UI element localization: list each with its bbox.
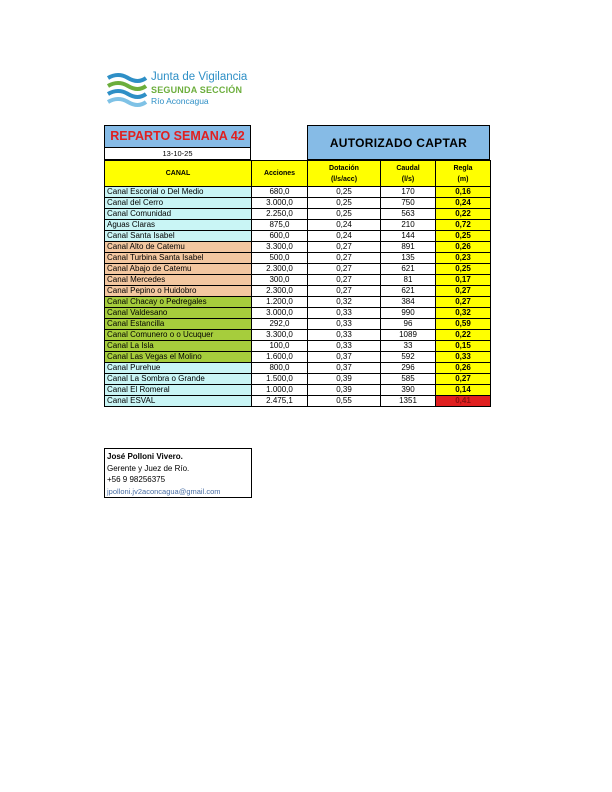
regla-cell: 0,32	[436, 308, 491, 319]
table-row	[105, 231, 491, 242]
regla-cell: 0,23	[436, 253, 491, 264]
acciones-cell: 800,0	[252, 363, 308, 374]
table-row	[105, 385, 491, 396]
logo-line-1: Junta de Vigilancia	[151, 71, 248, 83]
header-regla-unit: (m)	[457, 175, 469, 183]
canal-name-cell: Canal Chacay o Pedregales	[105, 297, 252, 308]
table-row	[105, 363, 491, 374]
regla-cell: 0,72	[436, 220, 491, 231]
table-row	[105, 374, 491, 385]
dotacion-cell: 0,39	[308, 374, 381, 385]
acciones-cell: 1.500,0	[252, 374, 308, 385]
acciones-cell: 680,0	[252, 187, 308, 198]
regla-cell: 0,33	[436, 352, 491, 363]
logo-line-2: SEGUNDA SECCIÓN	[151, 84, 243, 95]
organization-logo	[106, 70, 256, 112]
table-row	[105, 275, 491, 286]
table-row	[105, 253, 491, 264]
dotacion-cell: 0,27	[308, 286, 381, 297]
caudal-cell: 1351	[381, 396, 436, 407]
dotacion-cell: 0,33	[308, 330, 381, 341]
table-row	[105, 220, 491, 231]
dotacion-cell: 0,25	[308, 209, 381, 220]
table-row	[105, 187, 491, 198]
acciones-cell: 2.300,0	[252, 264, 308, 275]
dotacion-cell: 0,32	[308, 297, 381, 308]
regla-cell: 0,25	[436, 231, 491, 242]
caudal-cell: 135	[381, 253, 436, 264]
caudal-cell: 170	[381, 187, 436, 198]
canal-name-cell: Canal Comunidad	[105, 209, 252, 220]
caudal-cell: 621	[381, 286, 436, 297]
acciones-cell: 875,0	[252, 220, 308, 231]
dotacion-cell: 0,39	[308, 385, 381, 396]
table-row	[105, 308, 491, 319]
canal-name-cell: Canal Mercedes	[105, 275, 252, 286]
report-title: REPARTO SEMANA 42	[104, 125, 251, 148]
dotacion-cell: 0,55	[308, 396, 381, 407]
caudal-cell: 296	[381, 363, 436, 374]
signatory-phone: +56 9 98256375	[107, 475, 166, 484]
regla-cell: 0,22	[436, 330, 491, 341]
caudal-cell: 592	[381, 352, 436, 363]
table-row	[105, 286, 491, 297]
caudal-cell: 563	[381, 209, 436, 220]
dotacion-cell: 0,33	[308, 341, 381, 352]
caudal-cell: 621	[381, 264, 436, 275]
regla-cell: 0,17	[436, 275, 491, 286]
distribution-table	[104, 160, 491, 407]
regla-cell: 0,15	[436, 341, 491, 352]
signature-box	[104, 448, 252, 498]
table-row	[105, 319, 491, 330]
header-caudal	[381, 161, 436, 187]
table-row	[105, 264, 491, 275]
dotacion-cell: 0,25	[308, 187, 381, 198]
canal-name-cell: Canal Valdesano	[105, 308, 252, 319]
signatory-role: Gerente y Juez de Río.	[107, 463, 190, 473]
caudal-cell: 750	[381, 198, 436, 209]
regla-cell: 0,26	[436, 363, 491, 374]
table-row	[105, 341, 491, 352]
dotacion-cell: 0,27	[308, 275, 381, 286]
canal-name-cell: Canal del Cerro	[105, 198, 252, 209]
regla-cell: 0,22	[436, 209, 491, 220]
table-row	[105, 352, 491, 363]
canal-name-cell: Canal Comunero o o Ucuquer	[105, 330, 252, 341]
regla-cell: 0,26	[436, 242, 491, 253]
header-caudal-unit: (l/s)	[401, 175, 415, 183]
acciones-cell: 600,0	[252, 231, 308, 242]
header-dotacion	[308, 161, 381, 187]
header-caudal-label: Caudal	[396, 164, 420, 172]
acciones-cell: 3.000,0	[252, 308, 308, 319]
header-acciones: Acciones	[252, 161, 308, 187]
waves-logo-icon	[106, 70, 148, 110]
caudal-cell: 81	[381, 275, 436, 286]
dotacion-cell: 0,27	[308, 242, 381, 253]
acciones-cell: 500,0	[252, 253, 308, 264]
regla-cell: 0,24	[436, 198, 491, 209]
canal-name-cell: Canal Alto de Catemu	[105, 242, 252, 253]
canal-name-cell: Canal Turbina Santa Isabel	[105, 253, 252, 264]
regla-cell: 0,14	[436, 385, 491, 396]
dotacion-cell: 0,24	[308, 220, 381, 231]
acciones-cell: 1.200,0	[252, 297, 308, 308]
caudal-cell: 585	[381, 374, 436, 385]
regla-cell: 0,27	[436, 374, 491, 385]
header-regla	[436, 161, 491, 187]
acciones-cell: 2.300,0	[252, 286, 308, 297]
dotacion-cell: 0,37	[308, 363, 381, 374]
canal-name-cell: Canal Las Vegas el Molino	[105, 352, 252, 363]
regla-cell: 0,41	[436, 396, 491, 407]
authorized-header: AUTORIZADO CAPTAR	[307, 125, 490, 160]
regla-cell: 0,59	[436, 319, 491, 330]
acciones-cell: 1.600,0	[252, 352, 308, 363]
table-row	[105, 330, 491, 341]
signatory-name: José Polloni Vivero.	[107, 452, 183, 461]
dotacion-cell: 0,27	[308, 253, 381, 264]
acciones-cell: 300,0	[252, 275, 308, 286]
header-canal: CANAL	[105, 161, 252, 187]
acciones-cell: 292,0	[252, 319, 308, 330]
dotacion-cell: 0,33	[308, 308, 381, 319]
header-dotacion-unit: (l/s/acc)	[330, 175, 358, 183]
regla-cell: 0,27	[436, 297, 491, 308]
regla-cell: 0,16	[436, 187, 491, 198]
caudal-cell: 384	[381, 297, 436, 308]
caudal-cell: 390	[381, 385, 436, 396]
canal-name-cell: Canal ESVAL	[105, 396, 252, 407]
dotacion-cell: 0,25	[308, 198, 381, 209]
header-dotacion-label: Dotación	[329, 164, 359, 172]
canal-name-cell: Canal Abajo de Catemu	[105, 264, 252, 275]
dotacion-cell: 0,24	[308, 231, 381, 242]
table-row	[105, 242, 491, 253]
canal-name-cell: Aguas Claras	[105, 220, 252, 231]
caudal-cell: 891	[381, 242, 436, 253]
header-regla-label: Regla	[453, 164, 473, 172]
acciones-cell: 3.300,0	[252, 330, 308, 341]
acciones-cell: 3.300,0	[252, 242, 308, 253]
regla-cell: 0,25	[436, 264, 491, 275]
report-date: 13-10-25	[104, 148, 251, 160]
table-header-row	[105, 161, 491, 187]
canal-name-cell: Canal Escorial o Del Medio	[105, 187, 252, 198]
signatory-email-link[interactable]: jpolloni.jv2aconcagua@gmail.com	[107, 486, 221, 496]
caudal-cell: 33	[381, 341, 436, 352]
acciones-cell: 3.000,0	[252, 198, 308, 209]
acciones-cell: 1.000,0	[252, 385, 308, 396]
caudal-cell: 1089	[381, 330, 436, 341]
canal-name-cell: Canal La Sombra o Grande	[105, 374, 252, 385]
table-row	[105, 198, 491, 209]
canal-name-cell: Canal Santa Isabel	[105, 231, 252, 242]
table-row	[105, 209, 491, 220]
canal-name-cell: Canal El Romeral	[105, 385, 252, 396]
canal-name-cell: Canal Purehue	[105, 363, 252, 374]
logo-line-3: Río Aconcagua	[151, 95, 209, 106]
canal-name-cell: Canal Estancilla	[105, 319, 252, 330]
dotacion-cell: 0,33	[308, 319, 381, 330]
canal-name-cell: Canal La Isla	[105, 341, 252, 352]
acciones-cell: 2.250,0	[252, 209, 308, 220]
caudal-cell: 96	[381, 319, 436, 330]
acciones-cell: 100,0	[252, 341, 308, 352]
acciones-cell: 2.475,1	[252, 396, 308, 407]
regla-cell: 0,27	[436, 286, 491, 297]
table-row	[105, 396, 491, 407]
caudal-cell: 990	[381, 308, 436, 319]
caudal-cell: 144	[381, 231, 436, 242]
table-row	[105, 297, 491, 308]
dotacion-cell: 0,27	[308, 264, 381, 275]
caudal-cell: 210	[381, 220, 436, 231]
canal-name-cell: Canal Pepino o Huidobro	[105, 286, 252, 297]
dotacion-cell: 0,37	[308, 352, 381, 363]
